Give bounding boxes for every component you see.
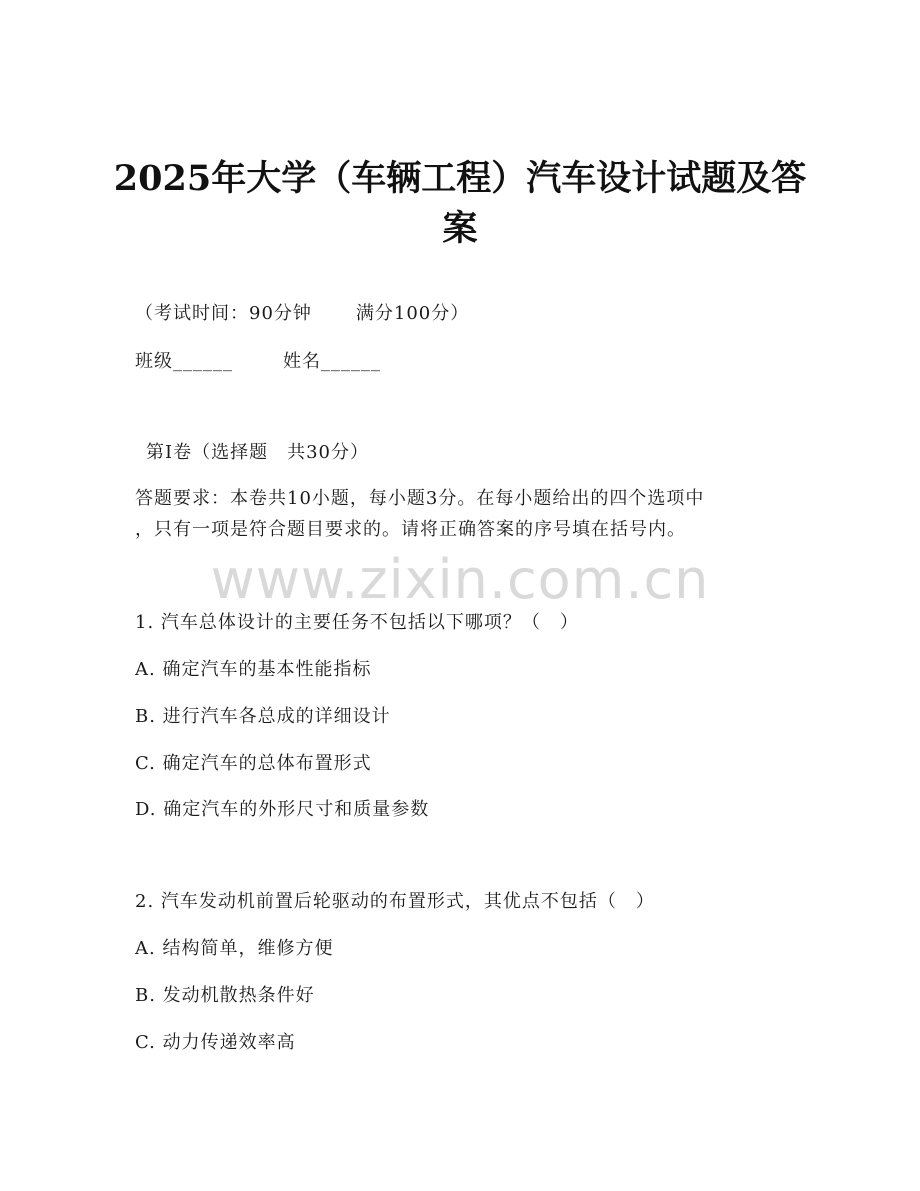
name-field: 姓名______ [283, 351, 381, 372]
question-2-option-c: C. 动力传递效率高 [135, 1032, 296, 1053]
question-2-option-a: A. 结构简单，维修方便 [135, 938, 334, 959]
document-title-line-1: 2025年大学（车辆工程）汽车设计试题及答 [113, 158, 807, 199]
question-2-option-b: B. 发动机散热条件好 [135, 985, 315, 1006]
watermark: www.zixin.com.cn [210, 548, 710, 611]
question-1-option-a: A. 确定汽车的基本性能指标 [135, 659, 372, 680]
instructions-line-2: ，只有一项是符合题目要求的。请将正确答案的序号填在括号内。 [135, 519, 686, 540]
exam-info [135, 302, 469, 326]
class-field: 班级______ [135, 351, 233, 372]
question-1-stem: 1. 汽车总体设计的主要任务不包括以下哪项？（ ） [135, 612, 579, 633]
student-fields [135, 350, 381, 374]
question-1-option-b: B. 进行汽车各总成的详细设计 [135, 706, 391, 727]
document-title-line-2: 案 [442, 208, 478, 249]
question-1-option-c: C. 确定汽车的总体布置形式 [135, 753, 372, 774]
exam-time: （考试时间：90分钟 [135, 303, 312, 324]
instructions-line-1: 答题要求：本卷共10小题，每小题3分。在每小题给出的四个选项中 [135, 488, 705, 509]
question-1-option-d: D. 确定汽车的外形尺寸和质量参数 [135, 799, 430, 820]
section-heading: 第I卷（选择题 共30分） [146, 442, 370, 463]
exam-score: 满分100分） [355, 303, 470, 324]
question-2-stem: 2. 汽车发动机前置后轮驱动的布置形式，其优点不包括（ ） [135, 891, 655, 912]
